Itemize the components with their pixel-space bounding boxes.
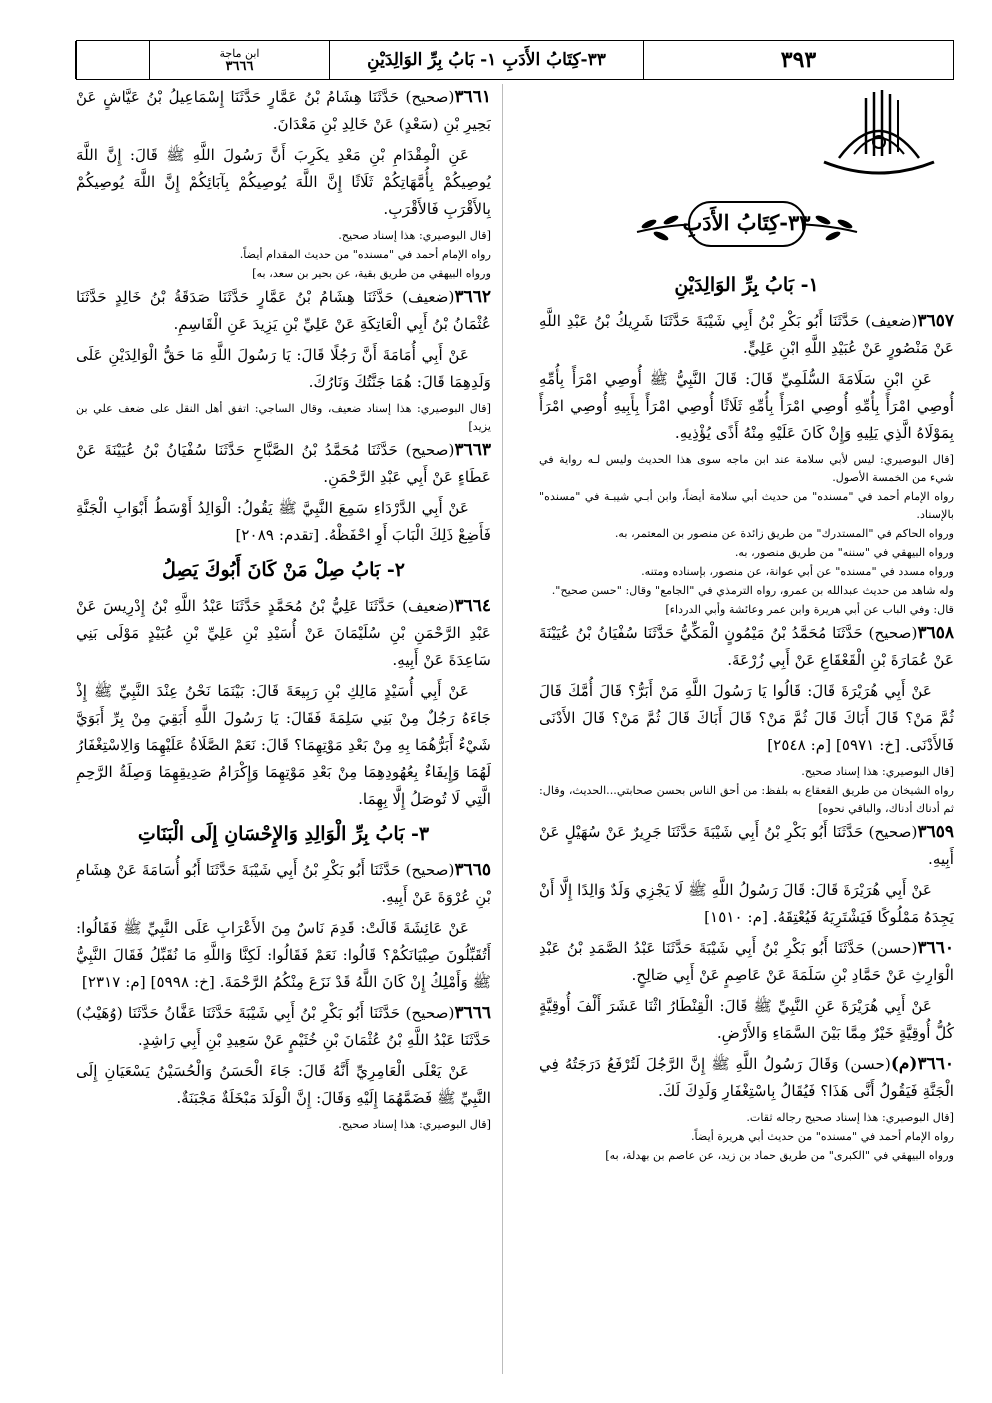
hadith-text: (صحيح) حَدَّثَنَا أَبُو بَكْرِ بْنُ أَبِي شَيْبَةَ حَدَّثَنَا عَفَّانُ حَدَّثَنَا (وُهَيْبٌ) حَدَّثَنَا عَبْدُ اللَّهِ بْنُ عُثْمَانَ بْنِ خُثَيْمٍ عَنْ سَعِيدِ بْنِ أَبِي رَاشِدٍ. xyxy=(76,1004,491,1049)
hadith-matn xyxy=(76,495,491,549)
hadith-text: عَنْ أَبِي هُرَيْرَةَ قَالَ: قَالَ رَسُولُ اللَّهِ ﷺ لَا يَجْزِي وَلَدٌ وَالِدًا إِلَّا أَنْ يَجِدَهُ مَمْلُوكًا فَيَشْتَرِيَهُ فَيُعْتِقَهُ. [م: ١٥١٠] xyxy=(539,881,954,926)
hadith-text: عَنْ أَبِي أُسَيْدٍ مَالِكِ بْنِ رَبِيعَةَ قَالَ: بَيْنَمَا نَحْنُ عِنْدَ النَّبِيِّ ﷺ إِذْ جَاءَهُ رَجُلٌ مِنْ بَنِي سَلِمَةَ فَقَالَ: يَا رَسُولَ اللَّهِ أَبَقِيَ مِنْ بِرِّ أَبَوَيَّ شَيْءٌ أَبَرُّهُمَا بِهِ مِنْ بَعْدِ مَوْتِهِمَا؟ قَالَ: نَعَمْ الصَّلَاةُ عَلَيْهِمَا وَالِاسْتِغْفَارُ لَهُمَا وَإِيفَاءٌ بِعُهُودِهِمَا مِنْ بَعْدِ مَوْتِهِمَا وَإِكْرَامُ صَدِيقِهِمَا وَصِلَةُ الرَّحِمِ الَّتِي لَا تُوصَلُ إِلَّا بِهِمَا. xyxy=(76,682,491,808)
hadith-isnad xyxy=(76,857,491,911)
footnote-line: [قال البوصيري: هذا إسناد صحيح. xyxy=(338,229,491,242)
hadith-text: (حسن) حَدَّثَنَا أَبُو بَكْرِ بْنُ أَبِي شَيْبَةَ حَدَّثَنَا عَبْدُ الصَّمَدِ بْنُ عَبْدِ الْوَارِثِ عَنْ حَمَّادِ بْنِ سَلَمَةَ عَنْ عَاصِمٍ عَنْ أَبِي صَالِحٍ. xyxy=(539,939,954,984)
hadith-text: (حسن) وَقَالَ رَسُولُ اللَّهِ ﷺ إِنَّ الرَّجُلَ لَتُرْفَعُ دَرَجَتُهُ فِي الْجَنَّةِ فَيَقُولُ أَنَّى هَذَا؟ فَيُقَالُ بِاسْتِغْفَارِ وَلَدِكَ لَكَ. xyxy=(539,1055,954,1100)
hadith-number: ٣٦٦١ xyxy=(454,87,491,107)
footnote-line: رواه الإمام أحمد في "مسنده" من حديث أبي سلامة أيضاً، وابن أبـي شيبـة في "مسنده" بالإسناد. xyxy=(539,490,954,521)
header-blank-cell xyxy=(75,41,149,79)
footnote-line: ورواه البيهقي في "الكبرى" من طريق حماد بن زيد، عن عاصم بن بهدلة، به] xyxy=(605,1149,954,1162)
hadith-number: ٣٦٦٠ xyxy=(917,938,954,958)
hadith-text: عَنْ أَبِي أُمَامَةَ أَنَّ رَجُلًا قَالَ: يَا رَسُولَ اللَّهِ مَا حَقُّ الْوَالِدَيْنِ عَلَى وَلَدِهِمَا قَالَ: هُمَا جَنَّتُكَ وَنَارُكَ. xyxy=(76,346,491,391)
hadith-isnad xyxy=(539,620,954,674)
footnote-line: ورواه البيهقي في "سننه" من طريق منصور، به. xyxy=(734,546,954,559)
hadith-isnad xyxy=(76,84,491,138)
hadith-matn xyxy=(76,142,491,223)
hadith-matn xyxy=(76,678,491,813)
right-column xyxy=(539,84,954,1374)
hadith-number: ٣٦٦٠(م) xyxy=(890,1054,954,1074)
hadith-matn xyxy=(539,993,954,1047)
hadith-number: ٣٦٦٣ xyxy=(454,440,491,460)
footnote-line: ورواه مسدد في "مسنده" عن أبي عوانة، عن منصور، بإسناده ومتنه. xyxy=(641,565,954,578)
hadith-number: ٣٦٥٨ xyxy=(917,623,954,643)
hadith-text: عَنْ عَائِشَةَ قَالَتْ: قَدِمَ نَاسٌ مِنَ الأَعْرَابِ عَلَى النَّبِيِّ ﷺ فَقَالُوا: أَتُقَبِّلُونَ صِبْيَانَكُمْ؟ قَالُوا: نَعَمْ فَقَالُوا: لَكِنَّا وَاللَّهِ مَا نُقَبِّلُ فَقَالَ النَّبِيُّ ﷺ وَأَمْلِكُ إِنْ كَانَ اللَّهُ قَدْ نَزَعَ مِنْكُمُ الرَّحْمَةَ. [خ: ٥٩٩٨] [م: ٢٣١٧] xyxy=(76,919,491,991)
hadith-isnad xyxy=(539,308,954,362)
hadith-isnad xyxy=(76,284,491,338)
column-divider xyxy=(502,84,503,1374)
hadith-number: ٣٦٥٩ xyxy=(917,822,954,842)
book-title-ornament xyxy=(627,190,867,260)
book-title: ٣٣-كِتَابُ الأَدَبِ xyxy=(682,210,811,235)
left-column xyxy=(76,84,491,1374)
hadith-number: ٣٦٦٥ xyxy=(454,860,491,880)
hadith-matn xyxy=(539,366,954,447)
hadith-isnad xyxy=(76,437,491,491)
footnote-line: [قال البوصيري: هذا إسناد صحيح. xyxy=(338,1118,491,1131)
chapter-heading: ١- بَابُ بِرِّ الوَالِدَيْنِ xyxy=(674,274,819,296)
footnote-line: قال: وفي الباب عن أبي هريرة وابن عمر وعائشة وأبي الدرداء] xyxy=(665,603,954,616)
hadith-matn xyxy=(76,915,491,996)
hadith-text: عَنْ يَعْلَى الْعَامِرِيِّ أَنَّهُ قَالَ: جَاءَ الْحَسَنُ وَالْحُسَيْنُ يَسْعَيَانِ إِلَى النَّبِيِّ ﷺ فَضَمَّهُمَا إِلَيْهِ وَقَالَ: إِنَّ الْوَلَدَ مَبْخَلَةٌ مَجْبَنَةٌ. xyxy=(76,1062,491,1107)
page-header xyxy=(76,40,954,80)
source-number: ٣٦٦٦ xyxy=(225,59,254,74)
hadith-text: (صحيح) حَدَّثَنَا أَبُو بَكْرِ بْنُ أَبِي شَيْبَةَ حَدَّثَنَا أَبُو أُسَامَةَ عَنْ هِشَامِ بْنِ عُرْوَةَ عَنْ أَبِيهِ. xyxy=(76,861,491,906)
running-title: ٣٣-كِتَابُ الأَدَبِ ١- بَابُ بِرِّ الوَالِدَيْنِ xyxy=(329,41,643,79)
left-column-text xyxy=(76,84,491,1134)
chapter-heading: ٣- بَابُ بِرِّ الْوَالِدِ وَالإِحْسَانِ إِلَى الْبَنَاتِ xyxy=(137,823,430,845)
hadith-text: (ضعيف) حَدَّثَنَا عَلِيُّ بْنُ مُحَمَّدٍ حَدَّثَنَا عَبْدُ اللَّهِ بْنُ إِدْرِيسَ عَنْ عَبْدِ الرَّحْمَنِ بْنِ سُلَيْمَانَ عَنْ أُسَيْدِ بْنِ عَلِيِّ بْنِ عُبَيْدٍ مَوْلَى بَنِي سَاعِدَةَ عَنْ أَبِيهِ. xyxy=(76,597,491,669)
hadith-text: عَنِ الْمِقْدَامِ بْنِ مَعْدِ يكَرِبَ أَنَّ رَسُولَ اللَّهِ ﷺ قَالَ: إِنَّ اللَّهَ يُوصِيكُمْ بِأُمَّهَاتِكُمْ ثَلَاثًا إِنَّ اللَّهَ يُوصِيكُمْ بِآبَائِكُمْ إِنَّ اللَّهَ يُوصِيكُمْ بِالأَقْرَبِ فَالأَقْرَبِ. xyxy=(76,146,491,218)
footnote-line: ورواه البيهقي من طريق بقية، عن بحير بن سعد، به] xyxy=(252,267,491,280)
footnote-line: [قال البوصيري: هذا إسناد ضعيف، وقال الساجي: اتفق أهل النقل على ضعف علي بن يزيد] xyxy=(76,402,491,433)
hadith-isnad xyxy=(539,935,954,989)
hadith-text: (صحيح) حَدَّثَنَا هِشَامُ بْنُ عَمَّارٍ حَدَّثَنَا إِسْمَاعِيلُ بْنُ عَيَّاشٍ عَنْ بَحِيرِ بْنِ (سَعْدٍ) عَنْ خَالِدِ بْنِ مَعْدَانَ. xyxy=(76,88,491,133)
hadith-number: ٣٦٦٢ xyxy=(454,287,491,307)
hadith-text: (ضعيف) حَدَّثَنَا هِشَامُ بْنُ عَمَّارٍ حَدَّثَنَا صَدَقَةُ بْنُ خَالِدٍ حَدَّثَنَا عُثْمَانُ بْنُ أَبِي الْعَاتِكَةِ عَنْ عَلِيِّ بْنِ يَزِيدَ عَنِ الْقَاسِمِ. xyxy=(76,288,491,333)
footnote-line: [قال البوصيري: هذا إسناد صحيح رجاله ثقات. xyxy=(746,1111,954,1124)
hadith-number: ٣٦٦٤ xyxy=(454,596,491,616)
hadith-isnad xyxy=(539,819,954,873)
chapter-heading: ٢- بَابُ صِلْ مَنْ كَانَ أَبُوكَ يَصِلُ xyxy=(162,559,405,581)
footnote-line: [قال البوصيري: ليس لأبي سلامة عند ابن ماجه سوى هذا الحديث وليس لـه رواية في شيء من الخمسة الأصول. xyxy=(539,453,954,484)
hadith-text: عَنْ أَبِي هُرَيْرَةَ قَالَ: قَالُوا يَا رَسُولَ اللَّهِ مَنْ أَبَرُّ؟ قَالَ أُمَّكَ قَالَ ثُمَّ مَنْ؟ قَالَ أَبَاكَ قَالَ ثُمَّ مَنْ؟ قَالَ أَبَاكَ قَالَ ثُمَّ مَنْ؟ قَالَ الأَدْنَى فَالأَدْنَى. [خ: ٥٩٧١] [م: ٢٥٤٨] xyxy=(539,682,954,754)
hadith-matn xyxy=(76,342,491,396)
hadith-matn xyxy=(76,1058,491,1112)
hadith-text: (صحيح) حَدَّثَنَا أَبُو بَكْرِ بْنُ أَبِي شَيْبَةَ حَدَّثَنَا جَرِيرٌ عَنْ سُهَيْلٍ عَنْ أَبِيهِ. xyxy=(539,823,954,868)
hadith-number: ٣٦٦٦ xyxy=(454,1003,491,1023)
hadith-isnad xyxy=(539,1051,954,1105)
footnote-line: رواه الإمام أحمد في "مسنده" من حديث المقدام أيضاً. xyxy=(239,248,491,261)
hadith-text: عَنِ ابْنِ سَلَامَةَ السُّلَمِيِّ قَالَ: قَالَ النَّبِيُّ ﷺ أُوصِي امْرَأً بِأُمِّهِ أُوصِي امْرَأً بِأُمِّهِ أُوصِي امْرَأً بِأُمِّهِ ثَلَاثًا أُوصِي امْرَأً بِأَبِيهِ أُوصِي امْرَأً بِمَوْلَاهُ الَّذِي يَلِيهِ وَإِنْ كَانَ عَلَيْهِ مِنْهُ أَذًى يُؤْذِيهِ. xyxy=(539,370,954,442)
basmala-calligraphy-icon xyxy=(804,84,954,176)
source-name: ابن ماجة xyxy=(219,47,260,60)
hadith-text: (صحيح) حَدَّثَنَا مُحَمَّدُ بْنُ مَيْمُونٍ الْمَكِّيُّ حَدَّثَنَا سُفْيَانُ بْنُ عُيَيْنَةَ عَنْ عُمَارَةَ بْنِ الْقَعْقَاعِ عَنْ أَبِي زُرْعَةَ. xyxy=(539,624,954,669)
footnote-line: [قال البوصيري: هذا إسناد صحيح. xyxy=(801,765,954,778)
hadith-text: عَنْ أَبِي الدَّرْدَاءِ سَمِعَ النَّبِيَّ ﷺ يَقُولُ: الْوَالِدُ أَوْسَطُ أَبْوَابِ الْجَنَّةِ فَأَضِعْ ذَلِكَ الْبَابَ أَوِ احْفَظْهُ. [تقدم: ٢٠٨٩] xyxy=(76,499,491,544)
hadith-text: (ضعيف) حَدَّثَنَا أَبُو بَكْرِ بْنُ أَبِي شَيْبَةَ حَدَّثَنَا شَرِيكُ بْنُ عَبْدِ اللَّهِ عَنْ مَنْصُورٍ عَنْ عُبَيْدِ اللَّهِ ابْنِ عَلِيٍّ. xyxy=(539,312,954,357)
right-column-text xyxy=(539,270,954,1165)
hadith-text: (صحيح) حَدَّثَنَا مُحَمَّدُ بْنُ الصَّبَّاحِ حَدَّثَنَا سُفْيَانُ بْنُ عُيَيْنَةَ عَنْ عَطَاءٍ عَنْ أَبِي عَبْدِ الرَّحْمَنِ. xyxy=(76,441,491,486)
hadith-matn xyxy=(539,877,954,931)
source-reference xyxy=(149,41,329,79)
footnote-line: ورواه الحاكم في "المستدرك" من طريق زائدة عن منصور بن المعتمر، به. xyxy=(614,527,954,540)
footnote-line: رواه الإمام أحمد في "مسنده" من حديث أبي هريرة أيضاً. xyxy=(690,1130,954,1143)
page-number: ٣٩٣ xyxy=(643,41,953,79)
hadith-matn xyxy=(539,678,954,759)
footnote-line: رواه الشيخان من طريق القعقاع به بلفظ: من أحق الناس بحسن صحابتي...الحديث، وقال: ثم أدناك أدناك، والباقي نحوه] xyxy=(539,784,954,815)
hadith-text: عَنْ أَبِي هُرَيْرَةَ عَنِ النَّبِيِّ ﷺ قَالَ: الْقِنْطَارُ اثْنَا عَشَرَ أَلْفَ أُوقِيَّةٍ كُلُّ أُوقِيَّةٍ خَيْرٌ مِمَّا بَيْنَ السَّمَاءِ وَالأَرْضِ. xyxy=(539,997,954,1042)
hadith-isnad xyxy=(76,1000,491,1054)
footnote-line: وله شاهد من حديث عبدالله بن عمرو، رواه الترمذي في "الجامع" وقال: "حسن صحيح". xyxy=(551,584,954,597)
hadith-isnad xyxy=(76,593,491,674)
hadith-number: ٣٦٥٧ xyxy=(917,311,954,331)
